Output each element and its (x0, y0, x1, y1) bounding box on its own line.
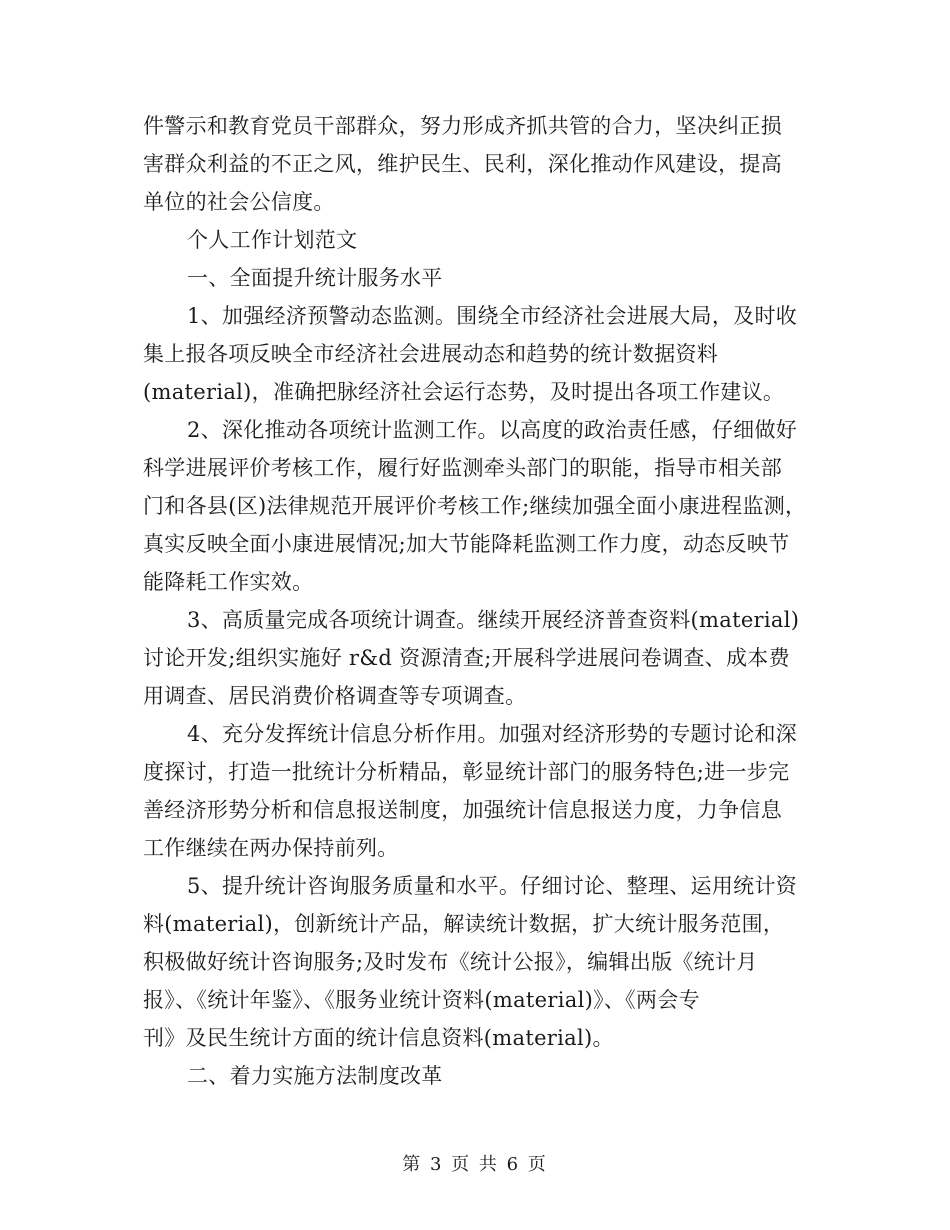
text-line: 1、加强经济预警动态监测。围绕全市经济社会进展大局，及时收 (187, 304, 798, 328)
text-line: 刊》及民生统计方面的统计信息资料(material)。 (143, 1026, 614, 1050)
text-line: 能降耗工作实效。 (143, 570, 314, 594)
text-line: 门和各县(区)法律规范开展评价考核工作;继续加强全面小康进程监测， (143, 494, 807, 518)
text-line: 害群众利益的不正之风，维护民生、民利，深化推动作风建设，提高 (143, 152, 782, 176)
text-line: 3、高质量完成各项统计调查。继续开展经济普查资料(material) (187, 608, 800, 632)
text-line: 真实反映全面小康进展情况;加大节能降耗监测工作力度，动态反映节 (143, 532, 790, 556)
text-line: 料(material)，创新统计产品，解读统计数据，扩大统计服务范围， (143, 912, 785, 936)
text-line: 用调查、居民消费价格调查等专项调查。 (143, 684, 527, 708)
section-heading: 二、着力实施方法制度改革 (187, 1064, 443, 1088)
text-line: 件警示和教育党员干部群众，努力形成齐抓共管的合力，坚决纠正损 (143, 114, 782, 138)
text-line: (material)，准确把脉经济社会运行态势，及时提出各项工作建议。 (143, 380, 785, 404)
text-line: 4、充分发挥统计信息分析作用。加强对经济形势的专题讨论和深 (187, 722, 798, 746)
text-line: 善经济形势分析和信息报送制度，加强统计信息报送力度，力争信息 (143, 798, 782, 822)
text-line: 讨论开发;组织实施好 r&d 资源清查;开展科学进展问卷调查、成本费 (143, 646, 790, 670)
text-line: 单位的社会公信度。 (143, 190, 335, 214)
text-line: 积极做好统计咨询服务;及时发布《统计公报》，编辑出版《统计月 (143, 950, 758, 974)
text-line: 度探讨，打造一批统计分析精品，彰显统计部门的服务特色;进一步完 (143, 760, 790, 784)
section-heading: 一、全面提升统计服务水平 (187, 266, 443, 290)
text-line: 科学进展评价考核工作，履行好监测牵头部门的职能，指导市相关部 (143, 456, 782, 480)
text-line: 报》、《统计年鉴》、《服务业统计资料(material)》、《两会专 (143, 988, 700, 1012)
text-line: 2、深化推动各项统计监测工作。以高度的政治责任感，仔细做好 (187, 418, 798, 442)
text-line: 工作继续在两办保持前列。 (143, 836, 399, 860)
page-number-footer: 第 3 页 共 6 页 (402, 1154, 548, 1175)
section-title: 个人工作计划范文 (187, 228, 358, 252)
text-line: 集上报各项反映全市经济社会进展动态和趋势的统计数据资料 (143, 342, 719, 366)
text-line: 5、提升统计咨询服务质量和水平。仔细讨论、整理、运用统计资 (187, 874, 798, 898)
